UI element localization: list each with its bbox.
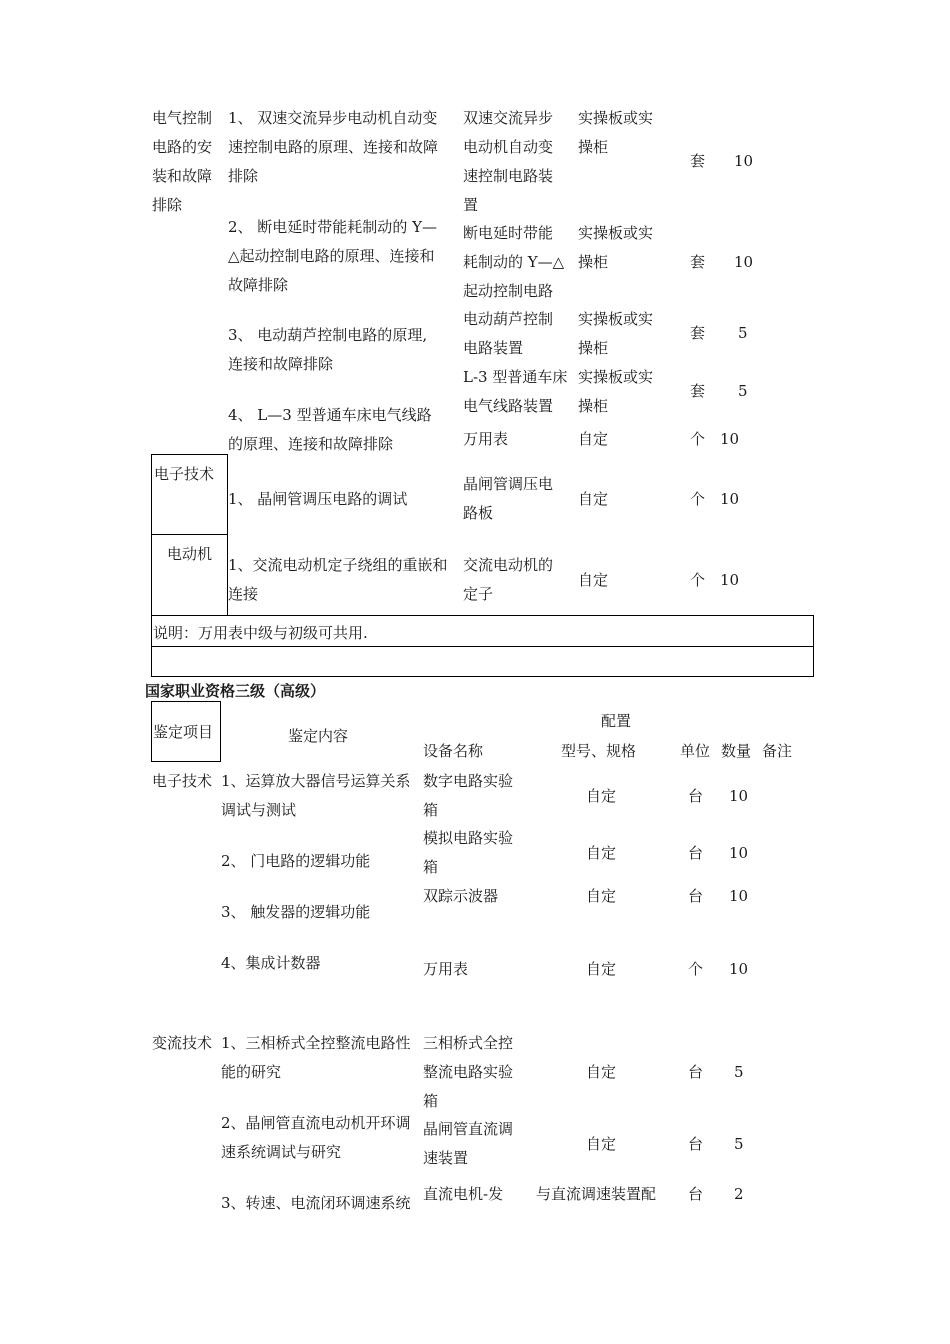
device-line: 路板	[463, 504, 494, 522]
unit-cell: 套	[690, 382, 706, 400]
content-line: 2、 断电延时带能耗制动的 Y—	[228, 218, 437, 236]
header-spec: 型号、规格	[561, 742, 637, 760]
content-line: △起动控制电路的原理、连接和	[228, 247, 435, 265]
content-line: 的原理、连接和故障排除	[228, 435, 394, 453]
spec-line: 操柜	[578, 253, 609, 271]
content-line: 3、 电动葫芦控制电路的原理,	[228, 326, 428, 344]
device-cell	[463, 219, 564, 306]
header-project: 鉴定项目	[153, 723, 214, 741]
content-line: 连接和故障排除	[228, 355, 334, 373]
spec-cell: 自定	[586, 960, 617, 978]
device-line: 数字电路实验	[423, 772, 514, 790]
note-row	[151, 615, 814, 647]
qty-cell: 10	[734, 253, 754, 271]
note-text: 说明：万用表中级与初级可共用.	[153, 624, 368, 642]
device-line: 定子	[463, 585, 494, 603]
project-cell	[152, 104, 212, 220]
spec-cell: 自定	[578, 430, 609, 448]
qty-cell: 2	[734, 1185, 744, 1203]
device-line: L-3 型普通车床	[463, 368, 568, 386]
project-line: 电路的安	[152, 138, 213, 156]
content-line: 调试与测试	[221, 801, 297, 819]
header-config: 配置	[601, 712, 632, 730]
project-cell: 电子技术	[152, 772, 213, 790]
content-cell: 4、集成计数器	[221, 954, 321, 972]
project-box-motor	[151, 535, 228, 616]
spec-cell: 自定	[586, 887, 617, 905]
device-cell	[463, 305, 553, 363]
content-cell	[221, 1109, 411, 1167]
qty-cell: 10	[734, 152, 754, 170]
device-line: 箱	[423, 858, 439, 876]
device-line: 耗制动的 Y—△	[463, 253, 565, 271]
device-line: 速装置	[423, 1149, 469, 1167]
content-line: 1、 双速交流异步电动机自动变	[228, 109, 438, 127]
content-cell	[228, 401, 432, 459]
project-cell: 变流技术	[152, 1034, 213, 1052]
unit-cell: 套	[690, 324, 706, 342]
project-line: 排除	[152, 196, 183, 214]
unit-cell: 个	[690, 490, 706, 508]
spec-line: 实操板或实	[578, 109, 654, 127]
content-cell: 3、转速、电流闭环调速系统	[221, 1194, 411, 1212]
device-line: 整流电路实验	[423, 1063, 514, 1081]
qty-cell: 5	[734, 1135, 744, 1153]
content-cell	[228, 321, 427, 379]
project-box-electronics	[151, 454, 228, 535]
header-qty: 数量	[721, 742, 752, 760]
content-line: 故障排除	[228, 276, 289, 294]
device-cell	[423, 767, 513, 825]
device-line: 双速交流异步	[463, 109, 554, 127]
device-line: 晶闸管直流调	[423, 1120, 514, 1138]
device-cell	[423, 1115, 513, 1173]
spec-line: 操柜	[578, 339, 609, 357]
project-line: 装和故障	[152, 167, 213, 185]
qty-cell: 10	[729, 844, 749, 862]
qty-cell: 5	[738, 324, 748, 342]
device-cell	[423, 824, 513, 882]
device-line: 电动葫芦控制	[463, 310, 554, 328]
device-line: 起动控制电路	[463, 282, 554, 300]
project-line: 电气控制	[152, 109, 213, 127]
spec-cell: 自定	[578, 571, 609, 589]
device-line: 置	[463, 196, 479, 214]
unit-cell: 个	[688, 960, 704, 978]
qty-cell: 10	[729, 787, 749, 805]
spec-line: 实操板或实	[578, 368, 654, 386]
spec-cell	[578, 219, 653, 277]
content-cell: 3、 触发器的逻辑功能	[221, 903, 371, 921]
spec-line: 操柜	[578, 138, 609, 156]
device-line: 晶闸管调压电	[463, 475, 554, 493]
device-cell	[463, 363, 567, 421]
device-cell	[463, 470, 553, 528]
device-cell	[463, 104, 553, 220]
spec-cell: 自定	[586, 844, 617, 862]
qty-cell: 10	[729, 960, 749, 978]
content-line: 能的研究	[221, 1063, 282, 1081]
content-cell: 1、 晶闸管调压电路的调试	[228, 490, 408, 508]
spec-cell	[578, 104, 653, 162]
device-cell	[423, 1029, 513, 1116]
content-line: 排除	[228, 167, 259, 185]
unit-cell: 套	[690, 152, 706, 170]
header-unit: 单位	[680, 742, 711, 760]
device-line: 速控制电路装	[463, 167, 554, 185]
spec-line: 实操板或实	[578, 310, 654, 328]
qty-cell: 5	[738, 382, 748, 400]
unit-cell: 台	[688, 787, 704, 805]
content-line: 4、 L—3 型普通车床电气线路	[228, 406, 432, 424]
spec-cell	[578, 305, 653, 363]
header-content: 鉴定内容	[288, 727, 349, 745]
header-project-box	[151, 701, 221, 762]
project-line: 电子技术	[154, 465, 215, 483]
device-line: 箱	[423, 1092, 439, 1110]
device-line: 断电延时带能	[463, 224, 554, 242]
device-line: 电气线路装置	[463, 397, 554, 415]
content-line: 1、运算放大器信号运算关系	[221, 772, 411, 790]
unit-cell: 台	[688, 1185, 704, 1203]
spec-cell: 自定	[586, 1135, 617, 1153]
device-line: 电路装置	[463, 339, 524, 357]
qty-cell: 5	[734, 1063, 744, 1081]
header-device: 设备名称	[423, 742, 484, 760]
spec-cell: 与直流调速装置配	[536, 1185, 657, 1203]
device-cell: 万用表	[463, 430, 509, 448]
unit-cell: 台	[688, 1063, 704, 1081]
project-line: 电动机	[166, 545, 212, 563]
spec-line: 实操板或实	[578, 224, 654, 242]
content-cell	[221, 767, 411, 825]
empty-row	[151, 646, 814, 677]
qty-cell: 10	[720, 490, 740, 508]
device-line: 三相桥式全控	[423, 1034, 514, 1052]
device-line: 模拟电路实验	[423, 829, 514, 847]
unit-cell: 台	[688, 887, 704, 905]
spec-cell: 自定	[578, 490, 609, 508]
device-line: 交流电动机的	[463, 556, 554, 574]
content-cell	[221, 1029, 411, 1087]
unit-cell: 个	[690, 571, 706, 589]
device-line: 电动机自动变	[463, 138, 554, 156]
device-cell: 双踪示波器	[423, 887, 499, 905]
unit-cell: 个	[690, 430, 706, 448]
spec-cell	[578, 363, 653, 421]
spec-line: 操柜	[578, 397, 609, 415]
header-remark: 备注	[762, 742, 793, 760]
device-cell	[463, 551, 553, 609]
content-line: 2、晶闸管直流电动机开环调	[221, 1114, 411, 1132]
unit-cell: 台	[688, 844, 704, 862]
qty-cell: 10	[720, 571, 740, 589]
content-cell: 2、 门电路的逻辑功能	[221, 852, 371, 870]
device-cell: 万用表	[423, 960, 469, 978]
device-line: 箱	[423, 801, 439, 819]
content-cell	[228, 213, 437, 300]
unit-cell: 台	[688, 1135, 704, 1153]
device-cell: 直流电机-发	[423, 1185, 504, 1203]
content-cell	[228, 551, 448, 609]
spec-cell: 自定	[586, 787, 617, 805]
section-heading: 国家职业资格三级（高级）	[145, 682, 326, 700]
content-line: 1、三相桥式全控整流电路性	[221, 1034, 411, 1052]
content-line: 速控制电路的原理、连接和故障	[228, 138, 439, 156]
content-line: 速系统调试与研究	[221, 1143, 342, 1161]
spec-cell: 自定	[586, 1063, 617, 1081]
unit-cell: 套	[690, 253, 706, 271]
content-cell	[228, 104, 438, 191]
qty-cell: 10	[720, 430, 740, 448]
content-line: 连接	[228, 585, 259, 603]
content-line: 1、交流电动机定子绕组的重嵌和	[228, 556, 448, 574]
qty-cell: 10	[729, 887, 749, 905]
